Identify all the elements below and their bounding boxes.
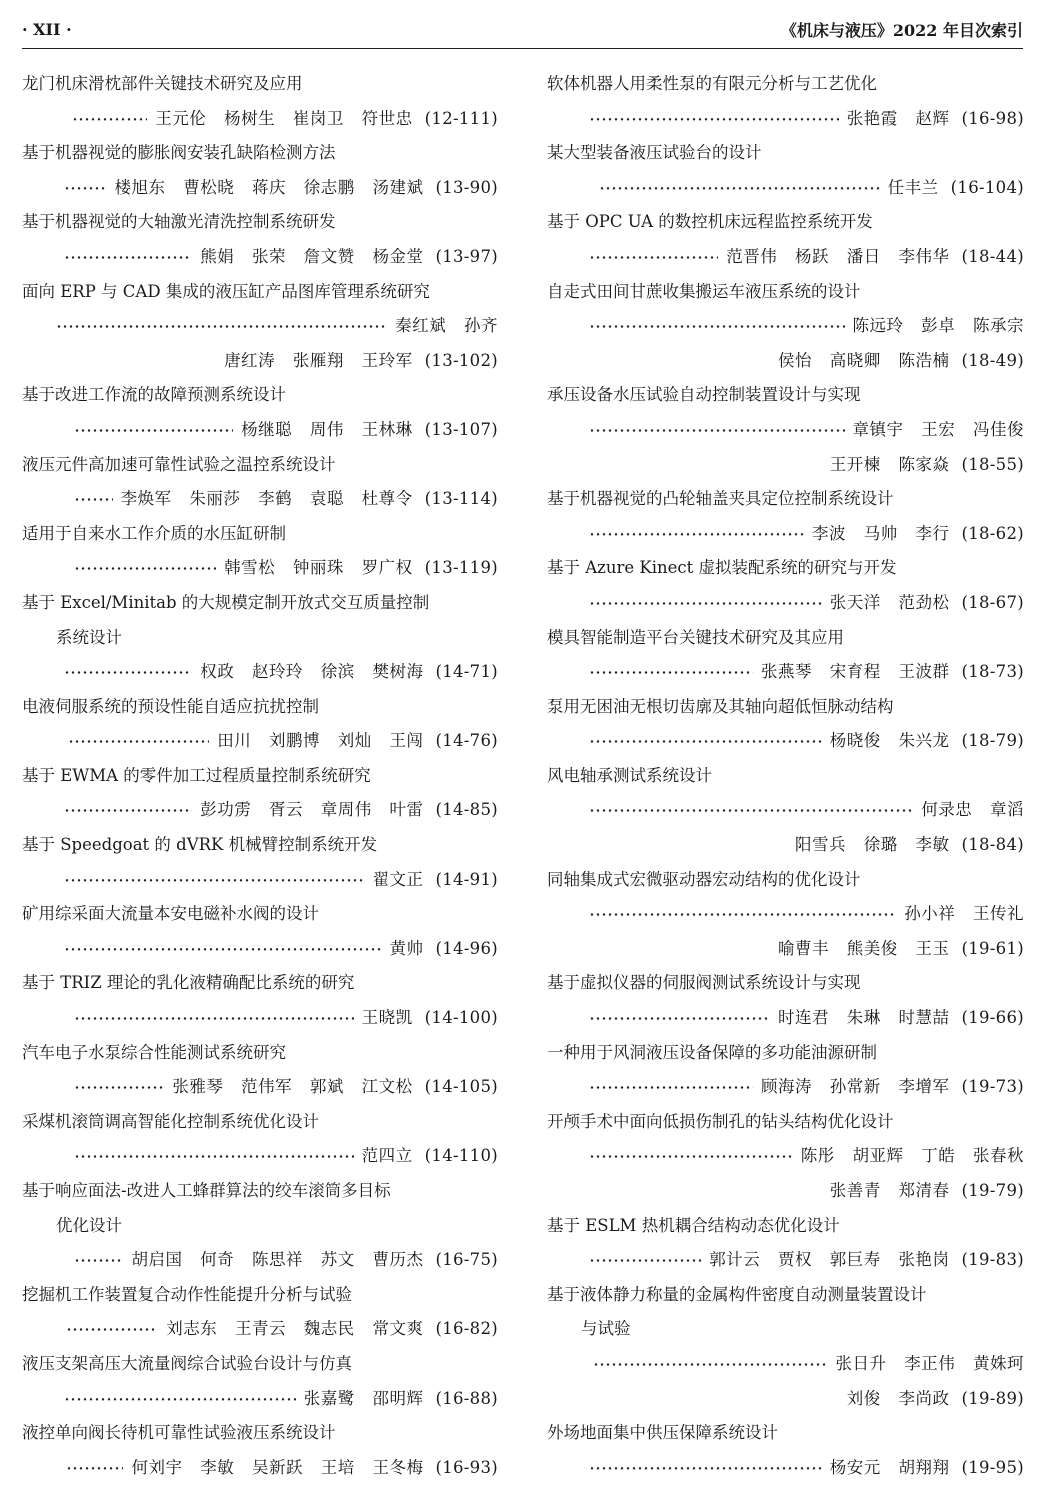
entry-title[interactable]: 同轴集成式宏微驱动器宏动结构的优化设计	[547, 869, 861, 889]
issue-page-ref: (18-79)	[961, 731, 1024, 751]
leader-dots	[589, 240, 718, 275]
leader-dots	[593, 1347, 828, 1382]
leader-dots	[74, 551, 216, 586]
leader-dots	[599, 171, 880, 206]
entry-title[interactable]: 软体机器人用柔性泵的有限元分析与工艺优化	[547, 74, 877, 93]
entry-byline	[547, 1070, 1024, 1105]
entry-authors: 王元伦 杨树生 崔岗卫 符世忠	[155, 108, 413, 128]
entry-authors: 翟文正	[372, 869, 424, 889]
entry-title[interactable]: 开颅手术中面向低损伤制孔的钻头结构优化设计	[547, 1111, 894, 1131]
entry-title[interactable]: 液压支架高压大流量阀综合试验台设计与仿真	[22, 1353, 352, 1373]
entry-byline	[547, 1451, 1024, 1486]
entry-byline	[22, 1001, 498, 1036]
entry-title[interactable]: 基于响应面法-改进人工蜂群算法的绞车滚筒多目标	[22, 1181, 391, 1200]
entry-authors: 张善青 郑清春	[829, 1181, 950, 1200]
right-column	[547, 67, 1024, 1485]
entry-title[interactable]: 模具智能制造平台关键技术研究及其应用	[547, 627, 844, 647]
entry-authors: 楼旭东 曹松晓 蒋庆 徐志鹏 汤建斌	[114, 177, 424, 197]
entry-byline	[547, 309, 1024, 344]
entry-title[interactable]: 基于机器视觉的凸轮轴盖夹具定位控制系统设计	[547, 489, 894, 509]
entry-byline	[547, 655, 1024, 690]
entry-authors: 杨继聪 周伟 王林琳	[241, 419, 413, 439]
issue-page-ref: (13-90)	[435, 177, 498, 197]
entry-authors: 杨晓俊 朱兴龙	[829, 731, 950, 751]
entry-byline	[22, 482, 498, 517]
leader-dots	[589, 1451, 822, 1486]
leader-dots	[74, 1070, 164, 1105]
entry-authors: 陈远玲 彭卓 陈承宗	[852, 316, 1024, 336]
entry-byline	[22, 863, 498, 898]
leader-dots	[74, 482, 113, 517]
entry-byline	[22, 1243, 498, 1278]
leader-dots	[64, 240, 192, 275]
entry-byline	[22, 655, 498, 690]
issue-page-ref: (18-55)	[961, 454, 1024, 474]
entry-authors: 韩雪松 钟丽珠 罗广权	[224, 558, 413, 578]
entry-byline	[22, 1070, 498, 1105]
entry-authors: 章镇宇 王宏 冯佳俊	[852, 419, 1024, 439]
leader-dots	[589, 1001, 770, 1036]
issue-page-ref: (13-119)	[424, 558, 498, 578]
entry-title[interactable]: 挖掘机工作装置复合动作性能提升分析与试验	[22, 1284, 352, 1304]
entry-title[interactable]: 龙门机床滑枕部件关键技术研究及应用	[22, 74, 303, 93]
entry-byline	[547, 102, 1024, 137]
entry-byline	[547, 1139, 1024, 1174]
entry-byline	[22, 1139, 498, 1174]
entry-title[interactable]: 基于 Speedgoat 的 dVRK 机械臂控制系统开发	[22, 835, 378, 855]
leader-dots	[74, 1243, 123, 1278]
entry-authors: 张雅琴 范伟军 郭斌 江文松	[172, 1077, 413, 1097]
leader-dots	[64, 932, 381, 967]
issue-page-ref: (13-97)	[435, 246, 498, 266]
entry-byline	[547, 724, 1024, 759]
entry-title[interactable]: 电液伺服系统的预设性能自适应抗扰控制	[22, 696, 319, 716]
entry-authors: 何录忠 章滔	[921, 800, 1024, 820]
entry-byline	[547, 1347, 1024, 1382]
leader-dots	[66, 1312, 158, 1347]
leader-dots	[589, 1243, 701, 1278]
issue-page-ref: (19-73)	[961, 1077, 1024, 1097]
entry-byline	[547, 240, 1024, 275]
entry-authors: 唐红涛 张雁翔 王玲军	[224, 350, 413, 370]
issue-page-ref: (19-83)	[961, 1250, 1024, 1270]
issue-page-ref: (18-49)	[961, 350, 1024, 370]
entry-byline	[22, 1382, 498, 1417]
issue-page-ref: (18-67)	[961, 592, 1024, 612]
entry-title[interactable]: 某大型装备液压试验台的设计	[547, 143, 762, 163]
entry-authors: 张天洋 范劲松	[829, 592, 950, 612]
entry-authors: 胡启国 何奇 陈思祥 苏文 曹历杰	[131, 1250, 424, 1270]
issue-page-ref: (16-104)	[950, 177, 1024, 197]
leader-dots	[64, 863, 364, 898]
leader-dots	[589, 1070, 753, 1105]
entry-authors: 范四立	[361, 1146, 413, 1166]
leader-dots	[589, 102, 839, 137]
issue-page-ref: (14-100)	[424, 1008, 498, 1028]
entry-authors: 阳雪兵 徐璐 李敏	[794, 835, 950, 855]
issue-page-ref: (13-114)	[424, 489, 498, 509]
entry-authors: 侯怡 高晓卿 陈浩楠	[777, 350, 950, 370]
issue-page-ref: (13-107)	[424, 419, 498, 439]
leader-dots	[74, 1001, 354, 1036]
issue-page-ref: (14-110)	[424, 1146, 498, 1166]
issue-page-ref: (18-73)	[961, 662, 1024, 682]
entry-authors: 王开楝 陈家焱	[829, 454, 950, 474]
entry-byline	[547, 586, 1024, 621]
entry-title[interactable]: 适用于自来水工作介质的水压缸研制	[22, 523, 286, 543]
entry-byline	[22, 1312, 498, 1347]
leader-dots	[74, 1139, 354, 1174]
issue-page-ref: (12-111)	[424, 108, 498, 128]
entry-authors: 范晋伟 杨跃 潘日 李伟华	[726, 246, 950, 266]
entry-title[interactable]: 承压设备水压试验自动控制装置设计与实现	[547, 385, 861, 405]
entry-title[interactable]: 基于 EWMA 的零件加工过程质量控制系统研究	[22, 765, 371, 785]
entry-byline	[547, 413, 1024, 448]
entry-title[interactable]: 基于 TRIZ 理论的乳化液精确配比系统的研究	[22, 973, 355, 993]
entry-title[interactable]: 基于 ESLM 热机耦合结构动态优化设计	[547, 1215, 840, 1235]
issue-page-ref: (14-76)	[435, 731, 498, 751]
entry-authors-continued	[547, 1382, 1024, 1417]
issue-page-ref: (14-91)	[435, 869, 498, 889]
entry-authors-continued	[547, 448, 1024, 483]
leader-dots	[589, 724, 822, 759]
entry-byline	[22, 932, 498, 967]
entry-title[interactable]: 液控单向阀长待机可靠性试验液压系统设计	[22, 1423, 336, 1443]
entry-title[interactable]: 一种用于风洞液压设备保障的多功能油源研制	[547, 1042, 877, 1062]
leader-dots	[589, 586, 822, 621]
entry-authors-continued	[547, 1174, 1024, 1209]
leader-dots	[589, 1139, 793, 1174]
issue-page-ref: (18-84)	[961, 835, 1024, 855]
entry-title[interactable]: 优化设计	[56, 1215, 122, 1235]
entry-authors: 田川 刘鹏博 刘灿 王闯	[217, 731, 424, 751]
entry-authors: 张艳霞 赵辉	[846, 108, 950, 128]
entry-authors: 刘志东 王青云 魏志民 常文爽	[166, 1319, 424, 1339]
issue-page-ref: (16-88)	[435, 1388, 498, 1408]
header-rule	[22, 48, 1023, 49]
entry-byline	[22, 309, 498, 344]
entry-authors-continued	[22, 344, 498, 379]
entry-authors: 熊娟 张荣 詹文赞 杨金堂	[200, 246, 424, 266]
entry-title[interactable]: 汽车电子水泵综合性能测试系统研究	[22, 1042, 286, 1062]
leader-dots	[64, 793, 192, 828]
entry-authors: 时连君 朱琳 时慧喆	[777, 1008, 950, 1028]
issue-page-ref: (14-85)	[435, 800, 498, 820]
entry-title[interactable]: 采煤机滚筒调高智能化控制系统优化设计	[22, 1111, 319, 1131]
entry-byline	[22, 1451, 498, 1486]
entry-title[interactable]: 基于机器视觉的大轴激光清洗控制系统研发	[22, 212, 336, 232]
entry-title[interactable]: 风电轴承测试系统设计	[547, 765, 712, 785]
leader-dots	[74, 413, 233, 448]
entry-byline	[547, 793, 1024, 828]
entry-title[interactable]: 自走式田间甘蔗收集搬运车液压系统的设计	[547, 281, 861, 301]
issue-page-ref: (19-95)	[961, 1457, 1024, 1477]
entry-authors: 张日升 李正伟 黄姝珂	[835, 1353, 1024, 1373]
leader-dots	[589, 655, 753, 690]
entry-authors: 王晓凯	[361, 1008, 413, 1028]
issue-page-ref: (14-105)	[424, 1077, 498, 1097]
entry-authors: 张燕琴 宋育程 王波群	[760, 662, 950, 682]
page-header	[22, 14, 1023, 44]
leader-dots	[66, 1451, 123, 1486]
entry-authors: 权政 赵玲玲 徐滨 樊树海	[200, 662, 424, 682]
entry-title[interactable]: 外场地面集中供压保障系统设计	[547, 1423, 778, 1443]
issue-page-ref: (16-75)	[435, 1250, 498, 1270]
entry-title[interactable]: 基于 Azure Kinect 虚拟装配系统的研究与开发	[547, 558, 897, 578]
entry-authors: 何刘宇 李敏 吴新跃 王培 王冬梅	[131, 1457, 424, 1477]
entry-title[interactable]: 面向 ERP 与 CAD 集成的液压缸产品图库管理系统研究	[22, 281, 430, 301]
entry-authors: 喻曹丰 熊美俊 王玉	[777, 938, 950, 958]
entry-byline	[22, 171, 498, 206]
leader-dots	[64, 171, 106, 206]
entry-byline	[22, 413, 498, 448]
entry-byline	[547, 171, 1024, 206]
entry-byline	[547, 1001, 1024, 1036]
entry-byline	[547, 517, 1024, 552]
entry-byline	[547, 897, 1024, 932]
entry-byline	[22, 551, 498, 586]
entry-title[interactable]: 基于虚拟仪器的伺服阀测试系统设计与实现	[547, 973, 861, 993]
leader-dots	[56, 309, 387, 344]
entry-authors: 张嘉鹭 邵明辉	[303, 1388, 424, 1408]
entry-authors-continued	[547, 932, 1024, 967]
leader-dots	[589, 517, 804, 552]
issue-page-ref: (14-96)	[435, 938, 498, 958]
entry-authors: 黄帅	[389, 938, 424, 958]
page-number: · XII ·	[22, 19, 72, 39]
issue-page-ref: (19-61)	[961, 938, 1024, 958]
leader-dots	[64, 1382, 296, 1417]
entry-authors: 李波 马帅 李行	[811, 523, 950, 543]
entry-authors-continued	[547, 828, 1024, 863]
leader-dots	[589, 793, 913, 828]
entry-title[interactable]: 基于液体静力称量的金属构件密度自动测量装置设计	[547, 1284, 927, 1304]
leader-dots	[64, 655, 192, 690]
leader-dots	[589, 309, 845, 344]
entry-byline	[22, 724, 498, 759]
entry-authors: 杨安元 胡翔翔	[829, 1457, 950, 1477]
left-column	[22, 67, 498, 1485]
entry-authors: 彭功雳 胥云 章周伟 叶雷	[200, 800, 424, 820]
entry-byline	[22, 240, 498, 275]
issue-page-ref: (19-66)	[961, 1008, 1024, 1028]
issue-page-ref: (18-44)	[961, 246, 1024, 266]
issue-page-ref: (18-62)	[961, 523, 1024, 543]
leader-dots	[72, 102, 147, 137]
entry-authors: 陈彤 胡亚辉 丁皓 张春秋	[800, 1146, 1024, 1166]
running-title: 《机床与液压》2022 年目次索引	[780, 20, 1023, 40]
entry-title[interactable]: 泵用无困油无根切齿廓及其轴向超低恒脉动结构	[547, 696, 894, 716]
issue-page-ref: (16-82)	[435, 1319, 498, 1339]
leader-dots	[68, 724, 209, 759]
issue-page-ref: (16-93)	[435, 1457, 498, 1477]
issue-page-ref: (16-98)	[961, 108, 1024, 128]
entry-title[interactable]: 基于 Excel/Minitab 的大规模定制开放式交互质量控制	[22, 592, 430, 612]
entry-title[interactable]: 基于改进工作流的故障预测系统设计	[22, 385, 286, 405]
issue-page-ref: (14-71)	[435, 662, 498, 682]
issue-page-ref: (19-79)	[961, 1181, 1024, 1200]
entry-authors: 李焕军 朱丽莎 李鹤 袁聪 杜尊令	[120, 489, 413, 509]
entry-byline	[22, 102, 498, 137]
leader-dots	[589, 413, 845, 448]
entry-authors: 郭计云 贾权 郭巨寿 张艳岗	[709, 1250, 950, 1270]
entry-title[interactable]: 基于 OPC UA 的数控机床远程监控系统开发	[547, 212, 873, 232]
entry-title[interactable]: 与试验	[581, 1319, 631, 1339]
entry-authors: 顾海涛 孙常新 李增军	[760, 1077, 950, 1097]
entry-authors: 秦红斌 孙齐	[395, 316, 498, 336]
issue-page-ref: (19-89)	[961, 1388, 1024, 1408]
leader-dots	[589, 897, 896, 932]
entry-title[interactable]: 基于机器视觉的膨胀阀安装孔缺陷检测方法	[22, 143, 336, 163]
issue-page-ref: (13-102)	[424, 350, 498, 370]
entry-byline	[547, 1243, 1024, 1278]
entry-title[interactable]: 系统设计	[56, 627, 122, 647]
entry-authors: 任丰兰	[887, 177, 939, 197]
entry-title[interactable]: 矿用综采面大流量本安电磁补水阀的设计	[22, 904, 319, 924]
entry-byline	[22, 793, 498, 828]
entry-authors: 刘俊 李尚政	[846, 1388, 950, 1408]
entry-authors-continued	[547, 344, 1024, 379]
entry-title[interactable]: 液压元件高加速可靠性试验之温控系统设计	[22, 454, 336, 474]
entry-authors: 孙小祥 王传礼	[904, 904, 1024, 924]
